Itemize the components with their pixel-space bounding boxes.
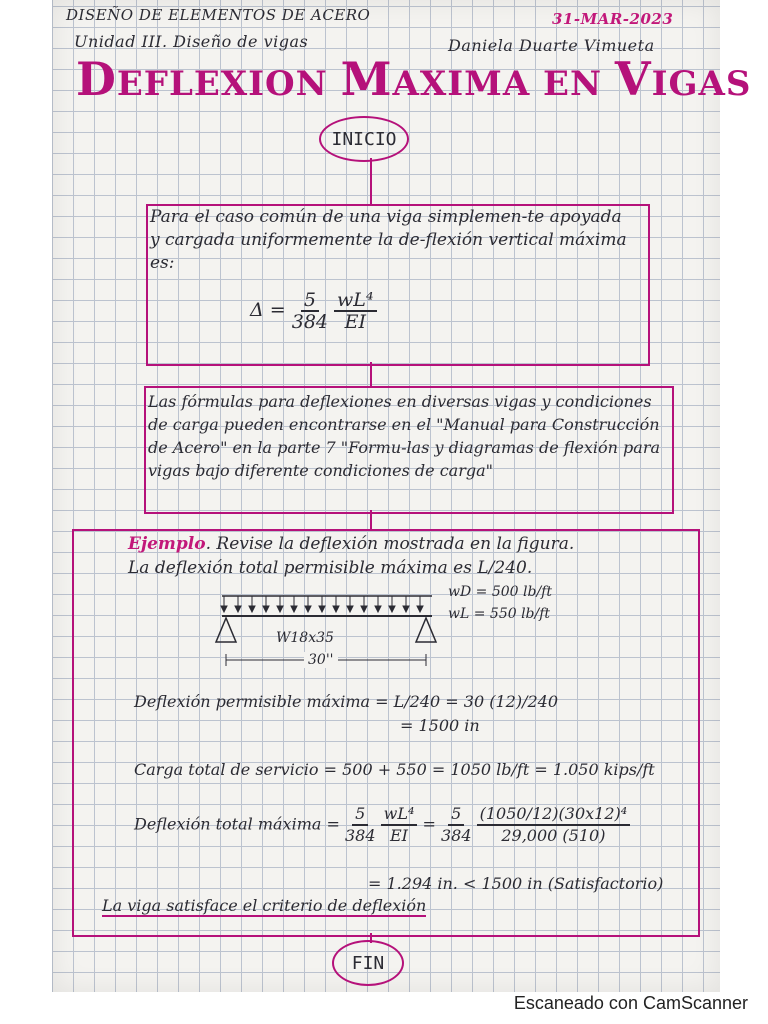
- unit-title: Unidad III. Diseño de vigas: [74, 32, 309, 51]
- connector: [370, 510, 372, 530]
- start-terminal: INICIO: [319, 116, 409, 162]
- live-load-label: wL = 550 lb/ft: [448, 606, 551, 622]
- scanner-watermark: Escaneado con CamScanner: [513, 993, 748, 1013]
- conclusion-text: La viga satisface el criterio de deflexión: [102, 896, 427, 915]
- notebook-page: [52, 0, 752, 992]
- allowable-result: = 1500 in: [400, 716, 480, 735]
- service-load: Carga total de servicio = 500 + 550 = 1050 lb/ft = 1.050 kips/ft: [134, 760, 655, 779]
- page-title: DEFLEXION MAXIMA EN VIGAS: [76, 52, 752, 106]
- author-name: Daniela Duarte Vimueta: [448, 36, 655, 55]
- dead-load-label: wD = 500 lb/ft: [448, 584, 552, 600]
- span-label: 30'': [304, 652, 338, 668]
- connector: [370, 362, 372, 386]
- deflection-formula: Δ = $\frac{5}{384}$ $\frac{\text{wL⁴}}{EI}$: [250, 290, 377, 332]
- allowable-deflection: Deflexión permisible máxima = L/240 = 30 (12)/240: [134, 692, 558, 711]
- max-deflection-formula: Deflexión total máxima = $\frac{5}{384}$ $\frac{\text{wL⁴}}{EI}$ = $\frac{5}{384}$ $\frac{\text{(1050/12)(30x12)⁴}}{29,000 (510)}$: [134, 804, 630, 846]
- deflection-result: = 1.294 in. < 1500 in (Satisfactorio): [368, 874, 664, 893]
- example-statement: Ejemplo. Revise la deflexión mostrada en la figura.: [128, 534, 575, 554]
- connector: [370, 158, 372, 204]
- definition-text: Para el caso común de una viga simplemen-te apoyada y cargada uniformemente la de-flexión vertical máxima es:: [150, 207, 627, 273]
- example-criterion: La deflexión total permisible máxima es L/240.: [128, 558, 533, 578]
- section-label: W18x35: [276, 630, 334, 646]
- date-label: 31-MAR-2023: [552, 10, 674, 28]
- reference-text: Las fórmulas para deflexiones en diversas vigas y condiciones de carga pueden encontrarse en el "Manual para Construcción de Acero" en la parte 7 "Formu-las y diagramas de flexión para vigas bajo diferente condiciones de carga": [148, 392, 661, 480]
- course-title: DISEÑO DE ELEMENTOS DE ACERO: [66, 6, 371, 24]
- end-terminal: FIN: [332, 940, 404, 986]
